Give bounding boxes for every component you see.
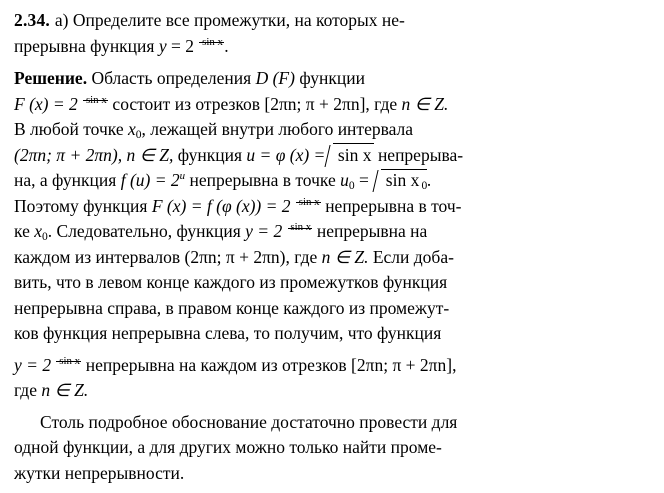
sol-l1-b: определения	[156, 68, 252, 88]
problem-statement	[14, 8, 650, 59]
sol-l2-a: F (x) = 2 $^{sin x}$	[14, 93, 107, 114]
sol-l1-c: D (F)	[255, 68, 295, 88]
sol-l4-b: n ∈ Z,	[126, 144, 174, 165]
sol-l8-a: каждом из интервалов (2πn; π + 2πn), где	[14, 246, 318, 267]
sol-l10: непрерывна справа, в правом конце каждого из промежут-	[14, 297, 450, 318]
sol-l7-x0: $x_0$	[34, 221, 48, 244]
formula-main: y = 2 $^{sin x}$.	[158, 35, 229, 56]
sol-l7-c: . Следовательно, функция	[47, 221, 241, 241]
sol-l3-c: , лежащей внутри любого интервала	[141, 119, 414, 139]
part-label: а)	[54, 10, 69, 30]
sol-l7-a: ке	[14, 221, 30, 241]
problem-number: 2.34.	[14, 10, 50, 30]
sol-l5-b: f $(u) = 2^u$	[120, 170, 186, 190]
sol-l4-d: u = φ (x) = sin x	[246, 145, 373, 165]
conclusion-text: непрерывна на каждом из отрезков [2πn; π + 2πn],	[85, 354, 457, 375]
sol-l1-d: функции	[299, 68, 365, 88]
sol-l11: ков функция непрерывна слева, то получим, что функция	[14, 323, 442, 343]
problem-text-line1: Определите все промежутки, на которых не-	[72, 10, 405, 30]
sol-l5-a: на, а функция	[14, 170, 117, 190]
sol-l4-c: функция	[177, 144, 243, 165]
sol-l5-c: непрерывна в точке	[189, 170, 336, 190]
remark-l1: Столь подробное обоснование достаточно провести для	[40, 411, 458, 432]
conclusion-paragraph	[14, 353, 650, 404]
remark-l3: жутки непрерывности.	[14, 462, 185, 483]
sol-l3-a: В любой точке	[14, 119, 124, 139]
remark-paragraph	[14, 410, 650, 487]
sol-l2-b: состоит из отрезков [2πn; π + 2πn], где	[112, 93, 398, 114]
sol-l6-c: непрерывна в точ-	[325, 195, 462, 216]
sol-l4-e: непрерыва-	[377, 144, 464, 165]
sol-l8-c: Если доба-	[372, 246, 454, 267]
sol-l1-a: Область	[91, 68, 153, 88]
sol-l6-b: F (x) = f (φ (x)) = 2 $^{sin x}$	[151, 195, 320, 216]
conclusion-formula: y = 2 $^{sin x}$	[14, 354, 81, 375]
document-page	[0, 8, 664, 493]
solution-paragraph	[14, 66, 650, 347]
sol-l2-c: n ∈ Z.	[401, 93, 449, 114]
sol-l7-e: непрерывна на	[316, 221, 428, 241]
remark-l2: одной функции, а для других можно только найти проме-	[14, 437, 442, 457]
sol-l3-x0: $x_0$	[127, 119, 142, 142]
conclusion-l2-a: где	[14, 380, 37, 400]
sol-l9: вить, что в левом конце каждого из промежутков функция	[14, 272, 448, 292]
solution-label: Решение.	[14, 68, 88, 88]
problem-text-line2: прерывна функция	[14, 35, 155, 56]
sol-l7-d: y = 2 $^{sin x}$	[245, 221, 312, 241]
sol-l4-a: (2πn; π + 2πn),	[14, 144, 123, 165]
sol-l8-b: n ∈ Z.	[321, 246, 369, 267]
sol-l5-u0: $u_0 = \sin x$ $_0$.	[340, 170, 432, 193]
conclusion-l2-b: n ∈ Z.	[41, 380, 89, 400]
sol-l6-a: Поэтому функция	[14, 195, 148, 216]
